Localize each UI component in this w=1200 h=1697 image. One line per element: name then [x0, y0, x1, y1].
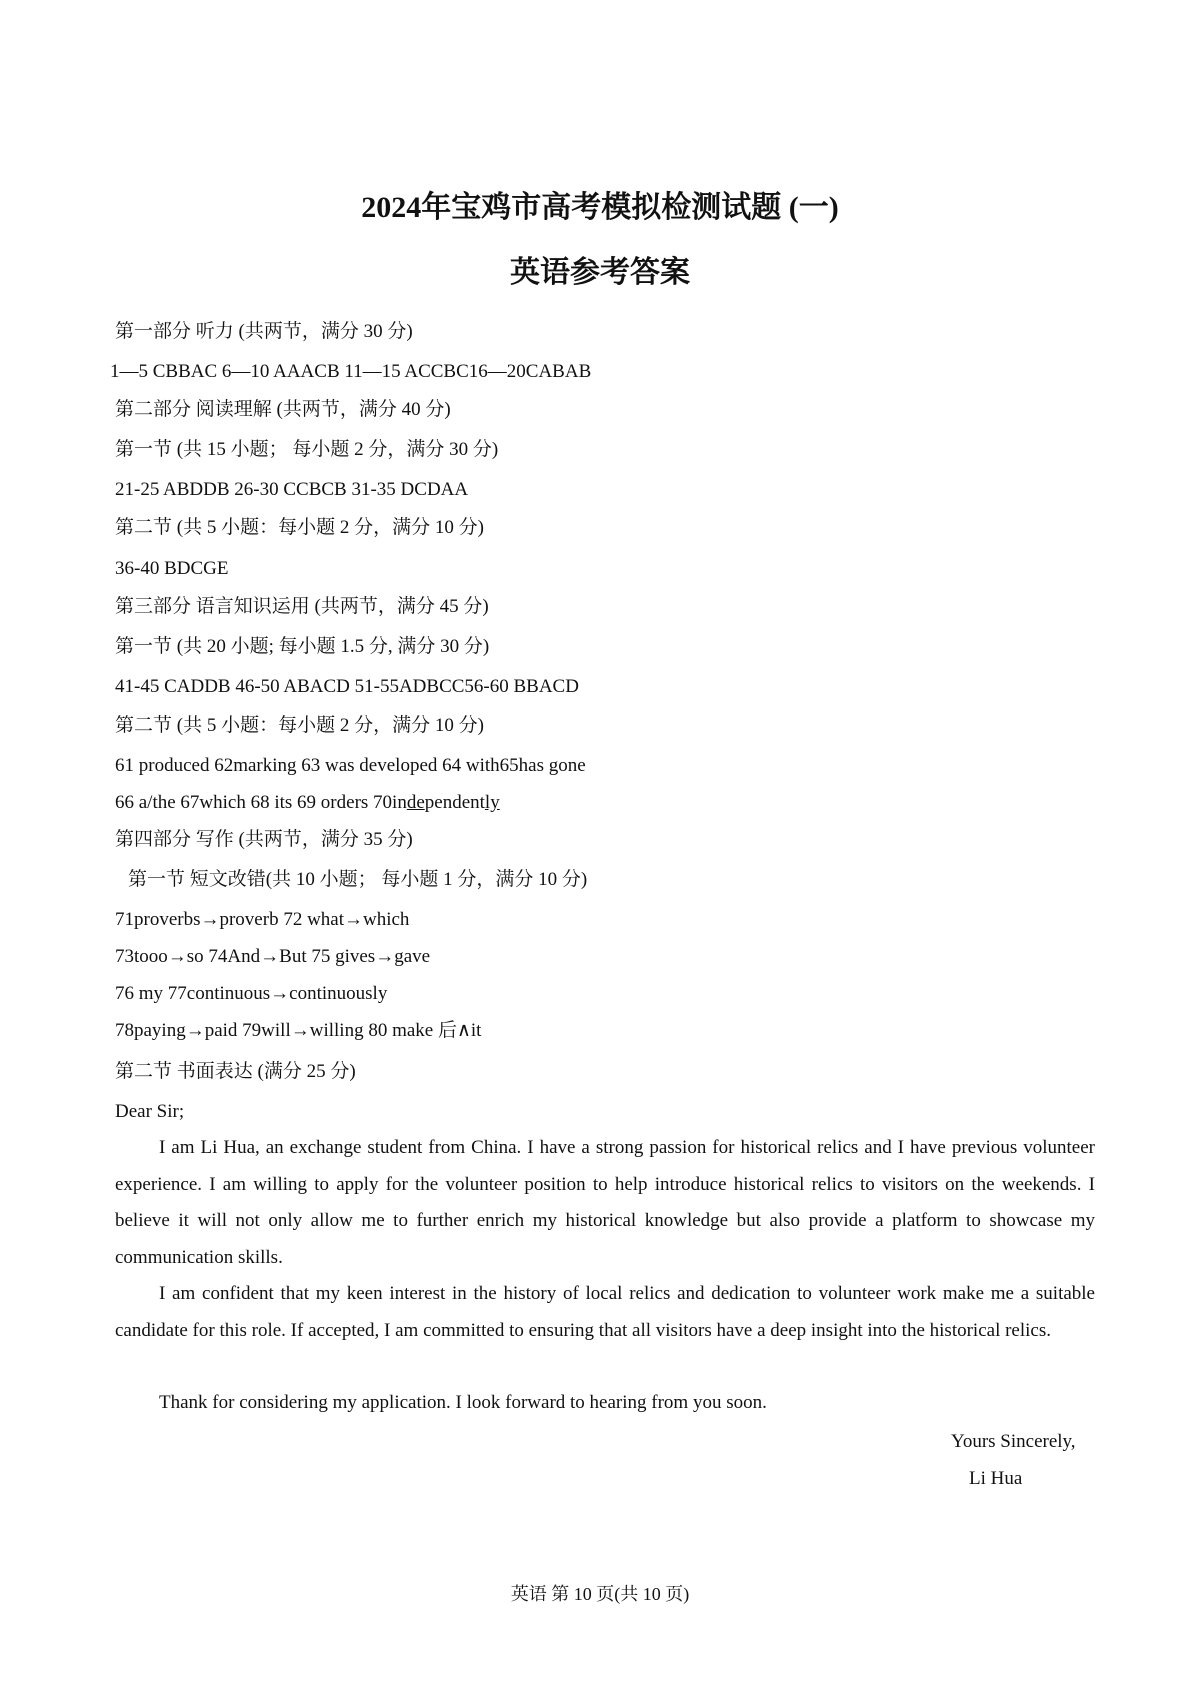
letter-closing: Yours Sincerely, — [951, 1431, 1076, 1452]
letter-paragraph-3: Thank for considering my application. I look forward to hearing from you soon. — [159, 1392, 767, 1413]
part1-heading: 第一部分 听力 (共两节，满分 30 分) — [115, 321, 413, 342]
part2-heading: 第二部分 阅读理解 (共两节，满分 40 分) — [115, 399, 451, 420]
part4-section1-answers-line3: 76 my 77continuous→continuously — [115, 983, 388, 1004]
page-subtitle: 英语参考答案 — [510, 256, 690, 289]
part2-section2-answers: 36-40 BDCGE — [115, 558, 229, 579]
part3-section2-answers-line1: 61 produced 62marking 63 was developed 64 with65has gone — [115, 755, 586, 776]
part3-section2-answers-line2 — [115, 793, 500, 812]
page-title: 2024年宝鸡市高考模拟检测试题 (一) — [361, 191, 839, 224]
answers-line2-middle: pendent — [424, 792, 485, 813]
part4-heading: 第四部分 写作 (共两节，满分 35 分) — [115, 829, 413, 850]
part4-section1-answers-line2: 73tooo→so 74And→But 75 gives→gave — [115, 946, 431, 967]
part4-section1-answers-line4: 78paying→paid 79will→willing 80 make 后∧it — [115, 1020, 482, 1041]
part3-section1-answers: 41-45 CADDB 46-50 ABACD 51-55ADBCC56-60 BBACD — [115, 676, 579, 697]
letter-paragraph-2: I am confident that my keen interest in the history of local relics and dedication to volunteer work make me a suitable candidate for this role. If accepted, I am committed to ensuring that all visitors have a deep insight into the historical relics. — [115, 1283, 1095, 1341]
part2-section2-heading: 第二节 (共 5 小题：每小题 2 分，满分 10 分) — [115, 517, 484, 538]
letter-signature: Li Hua — [969, 1468, 1023, 1489]
answers-line2-underlined-ly: ly — [484, 792, 500, 813]
answers-line2-underlined-de: de — [406, 792, 425, 813]
part3-heading: 第三部分 语言知识运用 (共两节，满分 45 分) — [115, 596, 489, 617]
page-footer: 英语 第 10 页(共 10 页) — [510, 1584, 690, 1604]
letter-greeting: Dear Sir; — [115, 1101, 185, 1122]
letter-paragraph-1: I am Li Hua, an exchange student from China. I have a strong passion for historical relics and I have previous volunteer experience. I am willing to apply for the volunteer position to help introduce historical relics to visitors on the weekends. I believe it will not only allow me to further enrich my historical knowledge but also provide a platform to showcase my communication skills. — [115, 1137, 1095, 1268]
answers-line2-prefix: 66 a/the 67which 68 its 69 orders 70in — [115, 792, 407, 813]
part2-section1-answers: 21-25 ABDDB 26-30 CCBCB 31-35 DCDAA — [115, 479, 469, 500]
part1-answers: 1—5 CBBAC 6—10 AAACB 11—15 ACCBC16—20CABAB — [110, 361, 592, 382]
part4-section1-answers-line1: 71proverbs→proverb 72 what→which — [115, 909, 410, 930]
part4-section2-heading: 第二节 书面表达 (满分 25 分) — [115, 1061, 356, 1082]
part3-section2-heading: 第二节 (共 5 小题：每小题 2 分，满分 10 分) — [115, 715, 484, 736]
part2-section1-heading: 第一节 (共 15 小题； 每小题 2 分，满分 30 分) — [115, 439, 499, 460]
part3-section1-heading: 第一节 (共 20 小题; 每小题 1.5 分, 满分 30 分) — [115, 636, 490, 657]
part4-section1-heading: 第一节 短文改错(共 10 小题； 每小题 1 分，满分 10 分) — [128, 869, 588, 890]
